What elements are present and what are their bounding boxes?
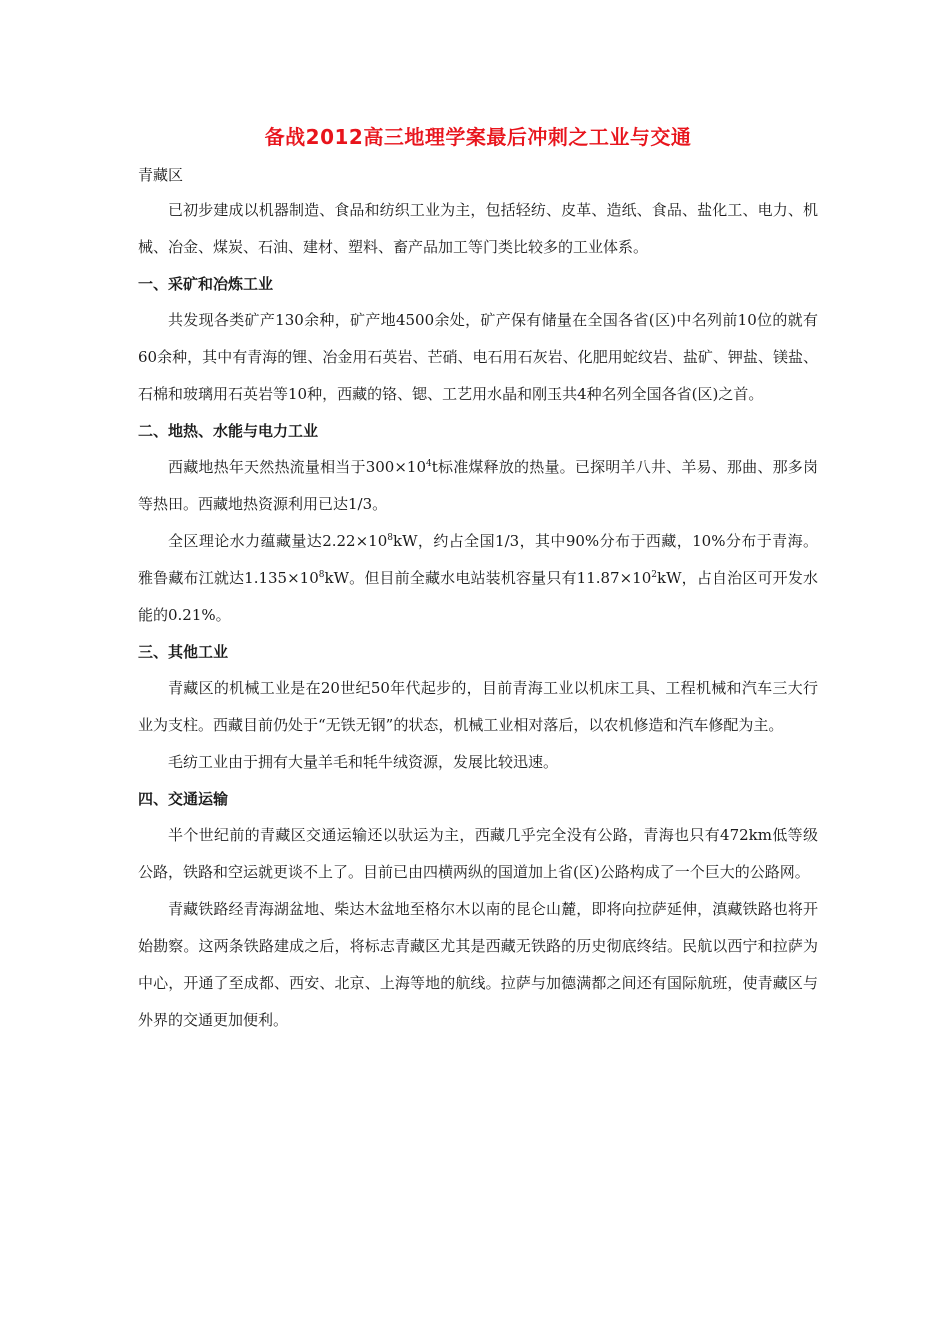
hydro-text-d: kW，占自治区可开发水能的0.21%。 (138, 569, 818, 624)
document-page (138, 118, 818, 1039)
machinery-paragraph: 青藏区的机械工业是在20世纪50年代起步的，目前青海工业以机床工具、工程机械和汽车三大行业为支柱。西藏目前仍处于“无铁无钢”的状态，机械工业相对落后，以农机修造和汽车修配为主。 (138, 679, 818, 734)
textile-paragraph: 毛纺工业由于拥有大量羊毛和牦牛绒资源，发展比较迅速。 (168, 753, 559, 771)
hydro-exponent-2: 8 (318, 570, 325, 580)
hydro-text-b: kW，约占全国1/3，其中90%分布于西藏，10%分布于青海。雅鲁藏布江就达1.135×10 (138, 532, 818, 587)
geothermal-paragraph (138, 449, 818, 523)
mining-paragraph: 共发现各类矿产130余种，矿产地4500余处，矿产保有储量在全国各省(区)中名列前10位的就有60余种，其中有青海的锂、冶金用石英岩、芒硝、电石用石灰岩、化肥用蛇纹岩、盐矿、钾盐、镁盐、石棉和玻璃用石英岩等10种，西藏的铬、锶、工艺用水晶和刚玉共4种名列全国各省(区)之首。 (138, 311, 818, 403)
hydropower-paragraph (138, 523, 818, 634)
section-heading-mining: 一、采矿和冶炼工业 (138, 275, 274, 293)
section-heading-other-industry: 三、其他工业 (138, 643, 229, 661)
section-heading-transport: 四、交通运输 (138, 790, 229, 808)
railway-paragraph: 青藏铁路经青海湖盆地、柴达木盆地至格尔木以南的昆仑山麓，即将向拉萨延伸，滇藏铁路也将开始勘察。这两条铁路建成之后，将标志青藏区尤其是西藏无铁路的历史彻底终结。民航以西宁和拉萨为中心，开通了至成都、西安、北京、上海等地的航线。拉萨与加德满都之间还有国际航班，使青藏区与外界的交通更加便利。 (138, 900, 818, 1029)
hydro-text-c: kW。但目前全藏水电站装机容量只有11.87×10 (324, 569, 652, 587)
section-heading-geothermal: 二、地热、水能与电力工业 (138, 422, 319, 440)
geothermal-text-b: t标准煤释放的热量。已探明羊八井、羊易、那曲、那多岗等热田。西藏地热资源利用已达1/3。 (138, 458, 819, 513)
road-paragraph: 半个世纪前的青藏区交通运输还以驮运为主，西藏几乎完全没有公路，青海也只有472km低等级公路，铁路和空运就更谈不上了。目前已由四横两纵的国道加上省(区)公路构成了一个巨大的公路网。 (138, 826, 818, 881)
region-label: 青藏区 (138, 166, 184, 184)
hydro-exponent-1: 8 (387, 533, 393, 543)
intro-paragraph: 已初步建成以机器制造、食品和纺织工业为主，包括轻纺、皮革、造纸、食品、盐化工、电力、机械、冶金、煤炭、石油、建材、塑料、畜产品加工等门类比较多的工业体系。 (138, 201, 818, 256)
hydro-text-a: 全区理论水力蕴藏量达2.22×10 (168, 532, 388, 550)
hydro-exponent-3: 2 (651, 570, 657, 580)
geothermal-text-a: 西藏地热年天然热流量相当于300×10 (168, 458, 427, 476)
geothermal-exponent: 4 (426, 459, 432, 469)
document-title: 备战2012高三地理学案最后冲刺之工业与交通 (264, 125, 692, 149)
